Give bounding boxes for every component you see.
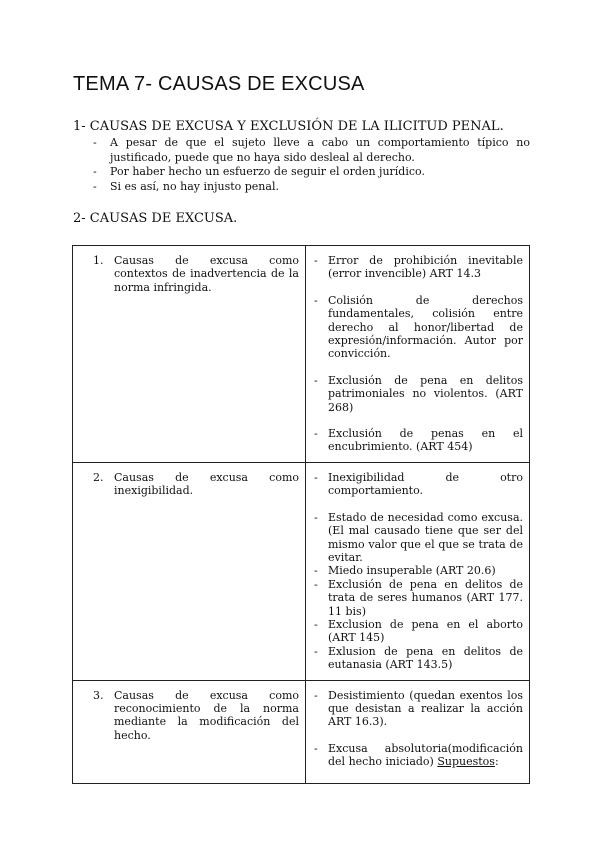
list-item: - Estado de necesidad como excusa. (El mal causado tiene que ser del mismo valor que el que se trata de evitar. [306, 511, 523, 565]
row-label: Causas de excusa como inexigibilidad. [114, 470, 299, 498]
list-item: - Exclusión de pena en delitos de trata de seres humanos (ART 177. 11 bis) [306, 578, 523, 618]
table-cell-items [306, 680, 530, 783]
section-1-bullets [93, 136, 530, 194]
table-row [73, 462, 530, 680]
list-item: - Exclusion de pena en el aborto (ART 145) [306, 618, 523, 645]
table-cell-items [306, 462, 530, 680]
row-number: 2. [93, 470, 104, 484]
table-cell-label [73, 246, 306, 463]
row-number: 1. [93, 254, 104, 267]
section-1-heading: 1- CAUSAS DE EXCUSA Y EXCLUSIÓN DE LA ILICITUD PENAL. [73, 119, 504, 134]
list-item: - Error de prohibición inevitable (error invencible) ART 14.3 [306, 254, 523, 281]
item-text: Excusa absolutoria(modificación del hecho iniciado) [328, 741, 523, 769]
bullet-item: - A pesar de que el sujeto lleve a cabo un comportamiento típico no justificado, puede que no haya sido desleal al derecho. [93, 136, 530, 165]
item-suffix: : [494, 755, 499, 769]
table-cell-items [306, 246, 530, 463]
row-label: Causas de excusa como reconocimiento de la norma mediante la modificación del hecho. [114, 688, 299, 742]
list-item: - Exclusión de pena en delitos patrimoniales no violentos. (ART 268) [306, 374, 523, 414]
list-item: - Exlusion de pena en delitos de eutanasia (ART 143.5) [306, 645, 523, 672]
table-cell-label [73, 462, 306, 680]
list-item: - Exclusión de penas en el encubrimiento. (ART 454) [306, 427, 523, 454]
list-item: - Inexigibilidad de otro comportamiento. [306, 471, 523, 498]
list-item [306, 742, 523, 769]
list-item: - Miedo insuperable (ART 20.6) [306, 564, 523, 577]
table-row [73, 680, 530, 783]
section-2-heading: 2- CAUSAS DE EXCUSA. [73, 211, 238, 226]
list-item: - Desistimiento (quedan exentos los que desistan a realizar la acción ART 16.3). [306, 689, 523, 729]
table-cell-label [73, 680, 306, 783]
causes-table [72, 245, 530, 784]
bullet-item: - Por haber hecho un esfuerzo de seguir el orden jurídico. [93, 165, 530, 180]
row-label: Causas de excusa como contextos de inadvertencia de la norma infringida. [114, 254, 299, 294]
page-title: TEMA 7- CAUSAS DE EXCUSA [73, 73, 365, 95]
bullet-item: - Si es así, no hay injusto penal. [93, 180, 530, 195]
row-number: 3. [93, 688, 104, 702]
list-item: - Colisión de derechos fundamentales, colisión entre derecho al honor/libertad de expresión/información. Autor por convicción. [306, 294, 523, 361]
table-row [73, 246, 530, 463]
underlined-text: Supuestos [437, 755, 495, 769]
